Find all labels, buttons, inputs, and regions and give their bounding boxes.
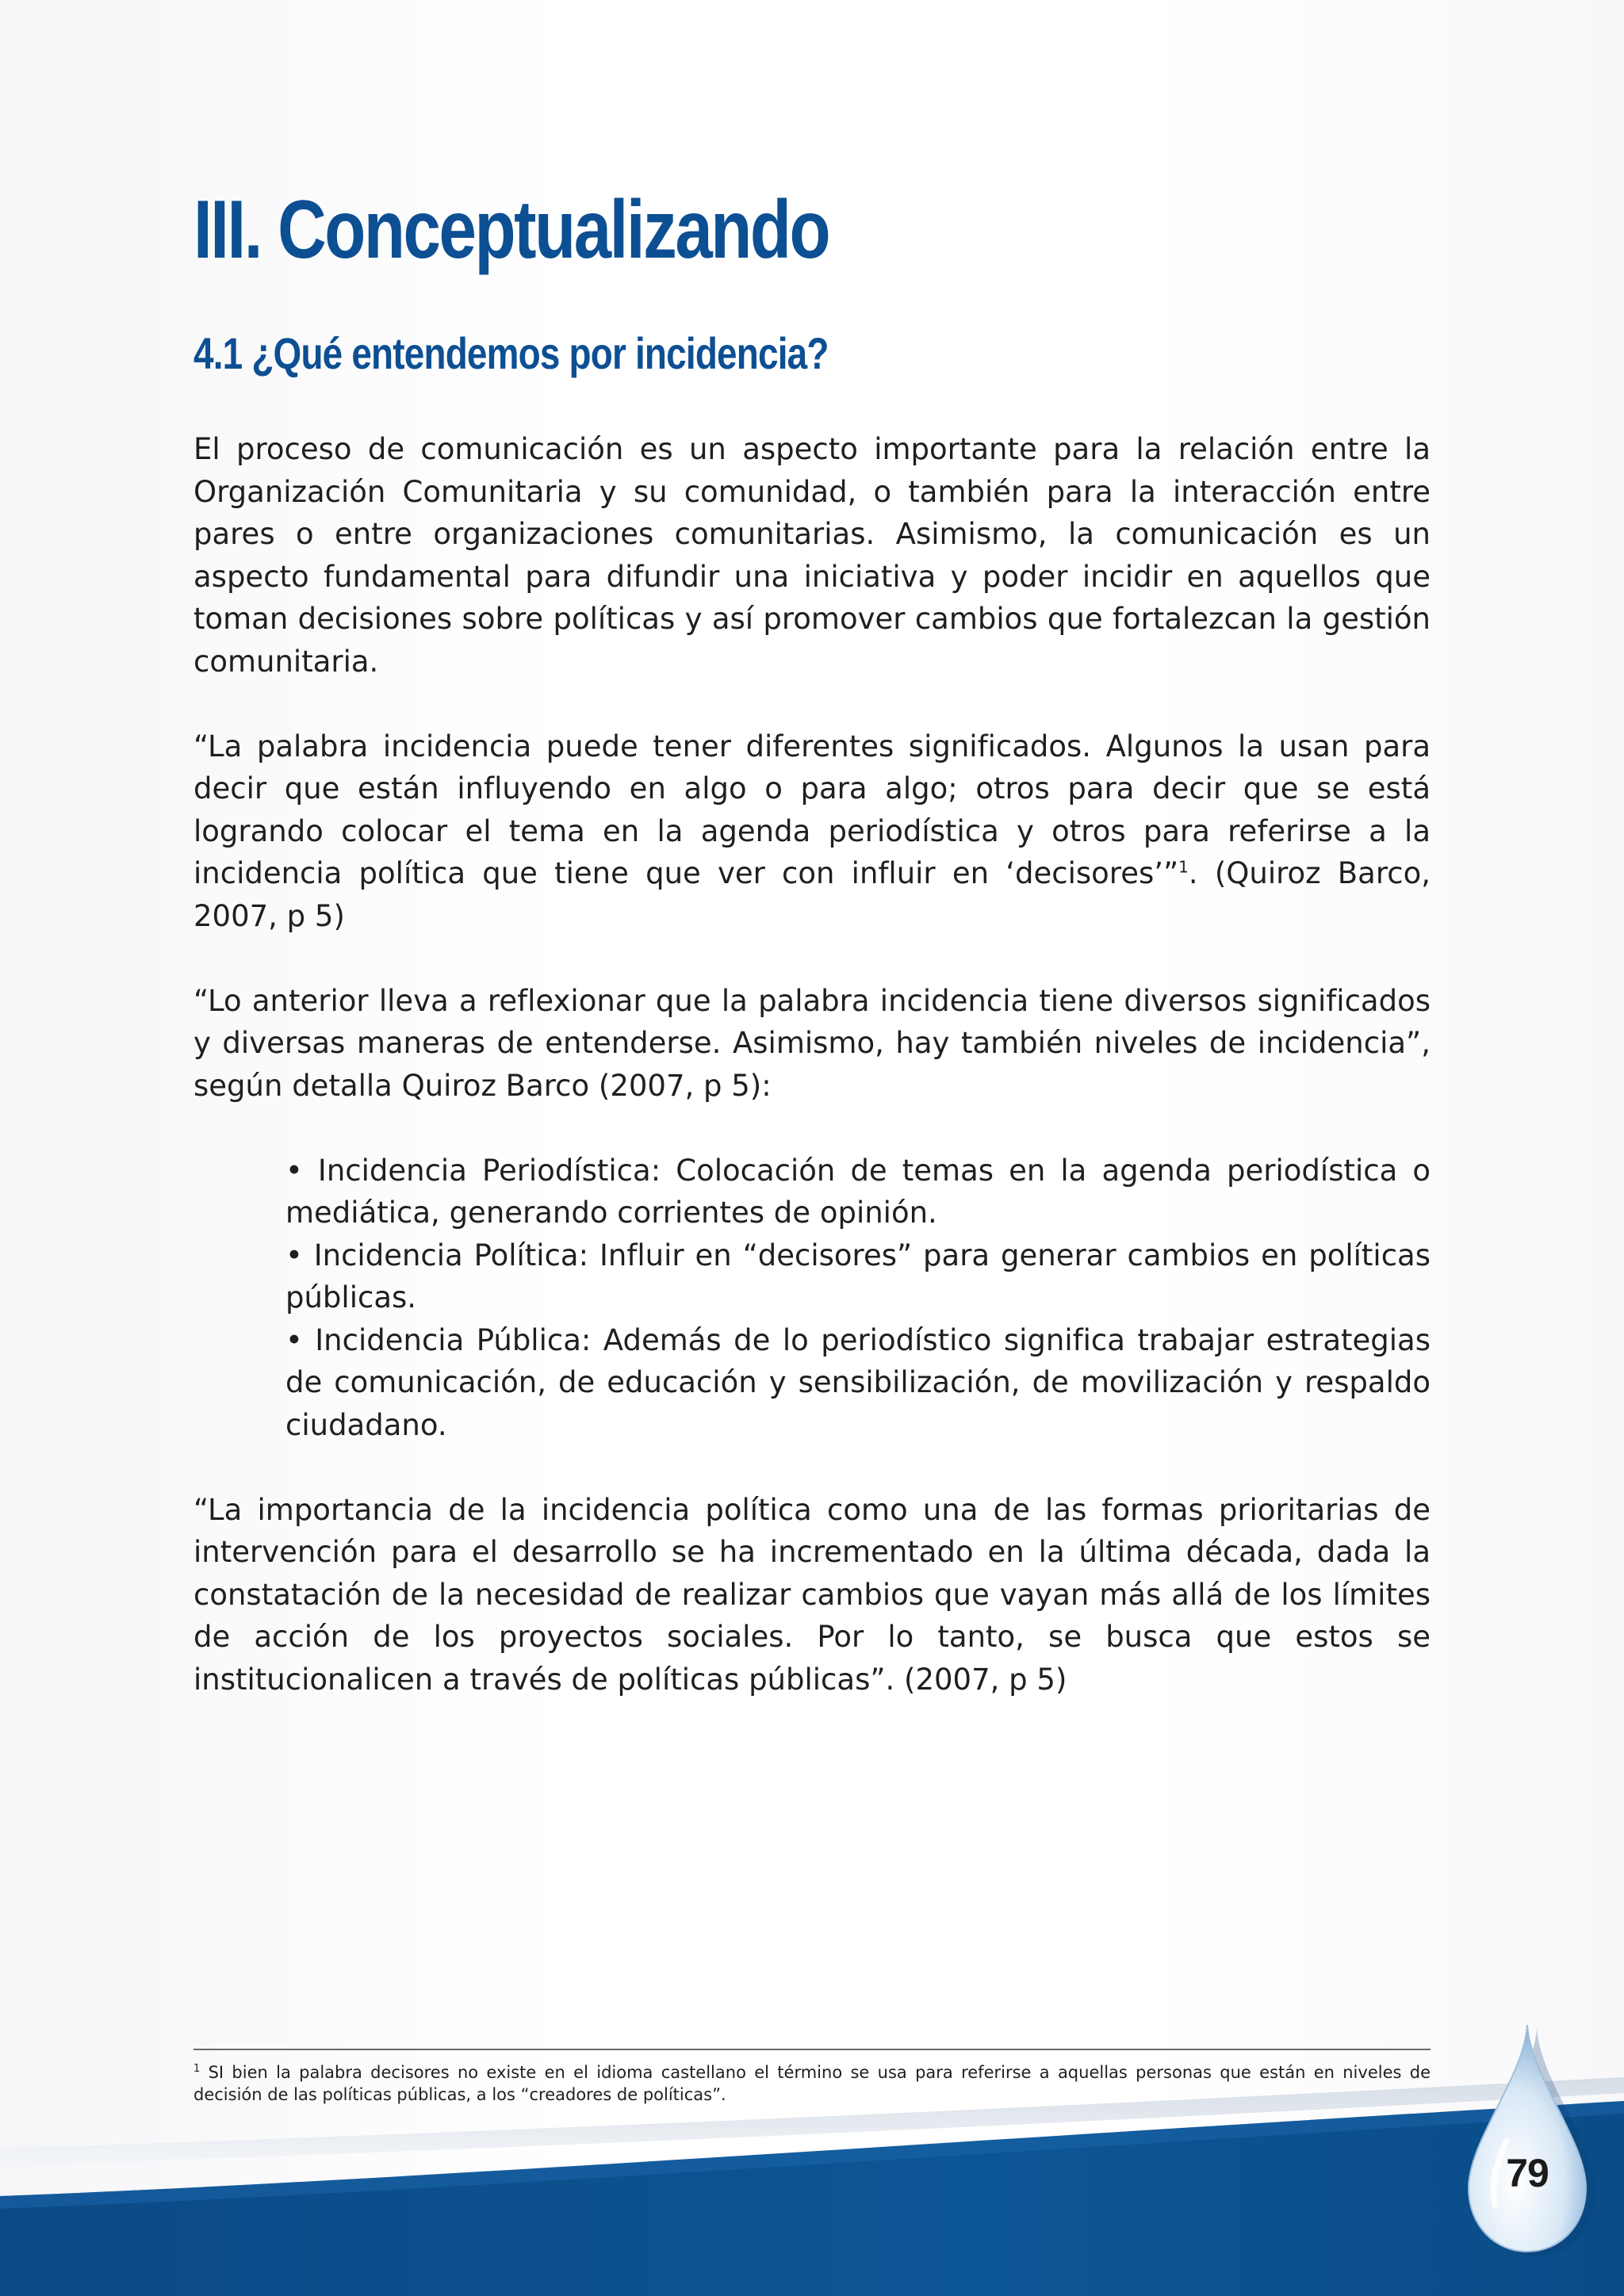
paragraph-2 — [193, 725, 1431, 938]
footnote-text: SI bien la palabra decisores no existe en el idioma castellano el término se usa para referirse a aquellas personas que están en niveles de decisión de las políticas públicas, a los “creadores de políticas”. — [193, 2063, 1431, 2104]
paragraph-3: “Lo anterior lleva a reflexionar que la palabra incidencia tiene diversos significados y diversas maneras de entenderse. Asimismo, hay también niveles de incidencia”, según detalla Quiroz Barco (2007, p 5): — [193, 983, 1431, 1103]
list-item: • Incidencia Periodística: Colocación de temas en la agenda periodística o mediática, generando corrientes de opinión. — [285, 1153, 1431, 1230]
footnote-marker: 1 — [193, 2063, 201, 2075]
footnote-divider — [193, 2049, 1431, 2050]
paragraph-1: El proceso de comunicación es un aspecto importante para la relación entre la Organización Comunitaria y su comunidad, o también para la interacción entre pares o entre organizaciones comunitarias. Asimismo, la comunicación es un aspecto fundamental para difundir una iniciativa y poder incidir en aquellos que toman decisiones sobre políticas y así promover cambios que fortalezcan la gestión comunitaria. — [193, 432, 1431, 679]
body-text — [193, 428, 1431, 1743]
list-item: • Incidencia Pública: Además de lo periodístico significa trabajar estrategias de comunicación, de educación y sensibilización, de movilización y respaldo ciudadano. — [285, 1322, 1431, 1442]
incidence-levels-list — [193, 1150, 1431, 1447]
section-title: 4.1 ¿Qué entendemos por incidencia? — [193, 328, 829, 378]
paragraph-2-text: “La palabra incidencia puede tener diferentes significados. Algunos la usan para decir que están influyendo en algo o para algo; otros para decir que se está logrando colocar el tema en la agenda periodística y otros para referirse a la incidencia política que tiene que ver con influir en ‘decisores’” — [193, 729, 1431, 890]
footnote-reference: 1 — [1178, 857, 1189, 877]
list-item: • Incidencia Política: Influir en “decisores” para generar cambios en políticas públicas. — [285, 1238, 1431, 1314]
paragraph-4: “La importancia de la incidencia política como una de las formas prioritarias de intervención para el desarrollo se ha incrementado en la última década, dada la constatación de la necesidad de realizar cambios que vayan más allá de los límites de acción de los proyectos sociales. Por lo tanto, se busca que estos se institucionalicen a través de políticas públicas”. (2007, p 5) — [193, 1492, 1431, 1697]
footer-wave-band — [0, 2077, 1624, 2296]
paragraph-2-citation: . (Quiroz Barco, 2007, p 5) — [193, 856, 1431, 933]
water-drop-icon — [1459, 2022, 1595, 2256]
page-number: 79 — [1506, 2151, 1549, 2195]
chapter-title: III. Conceptualizando — [193, 184, 829, 276]
